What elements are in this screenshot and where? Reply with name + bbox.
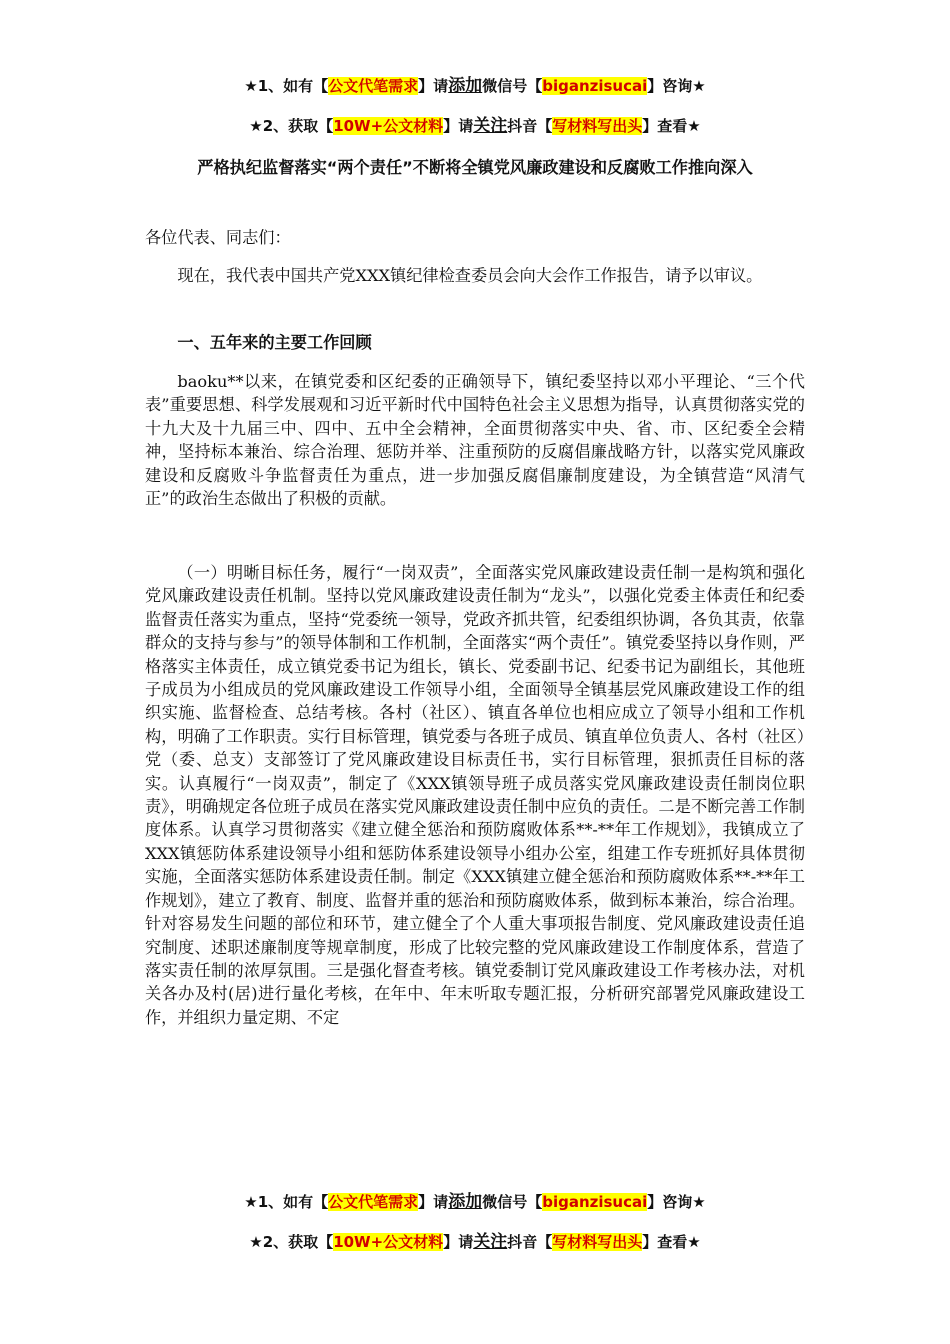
banner-suffix: 】查看★: [642, 117, 701, 135]
banner-suffix: 】查看★: [642, 1233, 701, 1251]
banner-prefix: ★1、如有【: [244, 77, 329, 95]
section-heading: 一、五年来的主要工作回顾: [177, 333, 372, 352]
banner-highlight: 写材料写出头: [552, 117, 643, 135]
banner-text: 微信号【: [482, 77, 543, 95]
banner-text: 】请: [443, 1233, 474, 1251]
banner-prefix: ★1、如有【: [244, 1193, 329, 1211]
promo-banner-bottom-line1: [0, 1187, 950, 1212]
body-paragraph-2: （一）明晰目标任务，履行“一岗双责”，全面落实党风廉政建设责任制一是构筑和强化党风廉政建设责任机制。坚持以党风廉政建设责任制为“龙头”，以强化党委主体责任和纪委监督责任落实为重点，坚持“党委统一领导，党政齐抓共管，纪委组织协调，各负其责，依靠群众的支持与参与”的领导体制和工作机制，全面落实“两个责任”。镇党委坚持以身作则，严格落实主体责任，成立镇党委书记为组长，镇长、党委副书记、纪委书记为副组长，其他班子成员为小组成员的党风廉政建设工作领导小组，全面领导全镇基层党风廉政建设工作的组织实施、监督检查、总结考核。各村（社区）、镇直各单位也相应成立了领导小组和工作机构，明确了工作职责。实行目标管理，镇党委与各班子成员、镇直单位负责人、各村（社区）党（委、总支）支部签订了党风廉政建设目标责任书，实行目标管理，狠抓责任目标的落实。认真履行“一岗双责”，制定了《XXX镇领导班子成员落实党风廉政建设责任制岗位职责》，明确规定各位班子成员在落实党风廉政建设责任制中应负的责任。二是不断完善工作制度体系。认真学习贯彻落实《建立健全惩治和预防腐败体系**-**年工作规划》，我镇成立了XXX镇惩防体系建设领导小组和惩防体系建设领导小组办公室，组建工作专班抓好具体贯彻实施，全面落实惩防体系建设责任制。制定《XXX镇建立健全惩治和预防腐败体系**-**年工作规划》，建立了教育、制度、监督并重的惩治和预防腐败体系，做到标本兼治，综合治理。针对容易发生问题的部位和环节，建立健全了个人重大事项报告制度、党风廉政建设责任追究制度、述职述廉制度等规章制度，形成了比较完整的党风廉政建设工作制度体系，营造了落实责任制的浓厚氛围。三是强化督查考核。镇党委制订党风廉政建设工作考核办法，对机关各办及村(居)进行量化考核，在年中、年末听取专题汇报，分析研究部署党风廉政建设工作，并组织力量定期、不定: [145, 563, 805, 1027]
banner-text: 微信号【: [482, 1193, 543, 1211]
banner-prefix: ★2、获取【: [249, 1233, 334, 1251]
promo-banner-bottom-line2: [0, 1227, 950, 1252]
banner-prefix: ★2、获取【: [249, 117, 334, 135]
intro-paragraph: 现在，我代表中国共产党XXX镇纪律检查委员会向大会作工作报告，请予以审议。: [177, 266, 763, 285]
banner-text: 】请: [443, 117, 474, 135]
promo-banner-top-line2: [0, 111, 950, 136]
banner-highlight: 10W+公文材料: [333, 1233, 444, 1251]
salutation: 各位代表、同志们：: [145, 228, 291, 247]
banner-emphasis: 关注: [473, 1232, 508, 1252]
banner-highlight: 公文代笔需求: [328, 77, 419, 95]
banner-suffix: 】咨询★: [647, 77, 706, 95]
document-title: 严格执纪监督落实“两个责任”不断将全镇党风廉政建设和反腐败工作推向深入: [197, 158, 753, 177]
body-paragraph-1: baoku**以来，在镇党委和区纪委的正确领导下，镇纪委坚持以邓小平理论、“三个代表”重要思想、科学发展观和习近平新时代中国特色社会主义思想为指导，认真贯彻落实党的十九大及十九届三中、四中、五中全会精神，全面贯彻落实中央、省、市、区纪委全会精神，坚持标本兼治、综合治理、惩防并举、注重预防的反腐倡廉战略方针，以落实党风廉政建设和反腐败斗争监督责任为重点，进一步加强反腐倡廉制度建设，为全镇营造“风清气正”的政治生态做出了积极的贡献。: [145, 372, 805, 509]
banner-emphasis: 关注: [473, 116, 508, 136]
promo-banner-top-line1: [0, 71, 950, 96]
banner-highlight: 10W+公文材料: [333, 117, 444, 135]
banner-highlight: 公文代笔需求: [328, 1193, 419, 1211]
banner-emphasis: 添加: [448, 1192, 483, 1212]
banner-highlight: 写材料写出头: [552, 1233, 643, 1251]
banner-text: 抖音【: [507, 117, 553, 135]
banner-text: 】请: [418, 1193, 449, 1211]
banner-highlight: biganzisucai: [542, 1193, 648, 1211]
banner-text: 】请: [418, 77, 449, 95]
banner-suffix: 】咨询★: [647, 1193, 706, 1211]
banner-text: 抖音【: [507, 1233, 553, 1251]
banner-emphasis: 添加: [448, 76, 483, 96]
banner-highlight: biganzisucai: [542, 77, 648, 95]
